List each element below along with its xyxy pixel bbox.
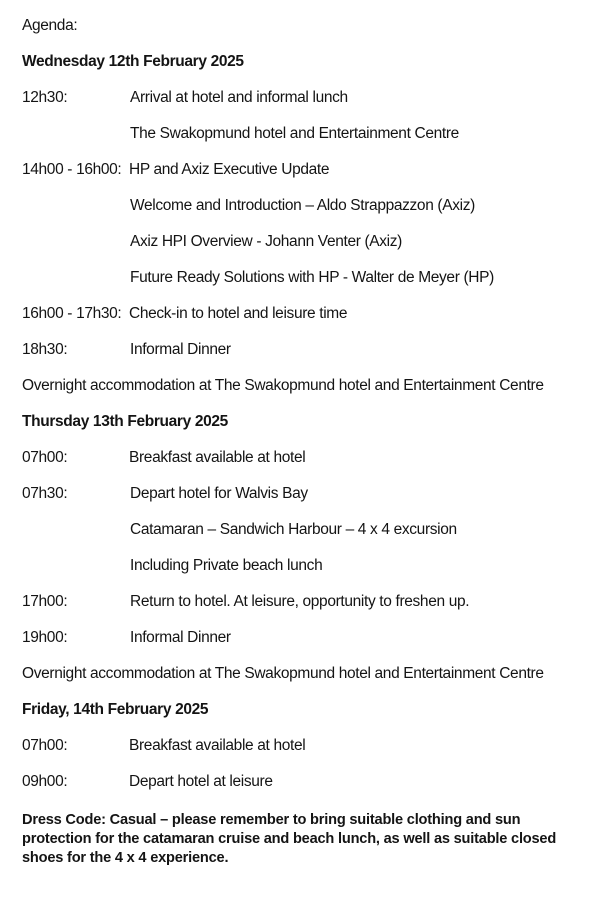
item-description: Breakfast available at hotel: [129, 737, 306, 754]
item-time: 17h00:: [22, 593, 68, 610]
day-heading-friday: Friday, 14th February 2025: [22, 701, 209, 718]
item-description: Including Private beach lunch: [130, 557, 323, 574]
item-time: 07h30:: [22, 485, 68, 502]
item-description: Informal Dinner: [130, 341, 231, 358]
item-description: Depart hotel for Walvis Bay: [130, 485, 308, 502]
item-description: Return to hotel. At leisure, opportunity to freshen up.: [130, 593, 470, 610]
item-description: Arrival at hotel and informal lunch: [130, 89, 348, 106]
item-time: 07h00:: [22, 737, 68, 754]
item-time: 09h00:: [22, 773, 68, 790]
day-heading-wednesday: Wednesday 12th February 2025: [22, 53, 244, 70]
item-description: Future Ready Solutions with HP - Walter de Meyer (HP): [130, 269, 494, 286]
dress-code-note: Dress Code: Casual – please remember to bring suitable clothing and sun protection for the catamaran cruise and beach lunch, as well as suitable closed shoes for the 4 x 4 experience.: [22, 812, 557, 866]
item-description: The Swakopmund hotel and Entertainment Centre: [130, 125, 459, 142]
overnight-note: Overnight accommodation at The Swakopmund hotel and Entertainment Centre: [22, 665, 544, 682]
item-time: 07h00:: [22, 449, 68, 466]
item-time: 18h30:: [22, 341, 68, 358]
item-description: Welcome and Introduction – Aldo Strappazzon (Axiz): [130, 197, 475, 214]
item-time: 16h00 - 17h30:: [22, 305, 122, 322]
day-heading-thursday: Thursday 13th February 2025: [22, 413, 228, 430]
overnight-note: Overnight accommodation at The Swakopmund hotel and Entertainment Centre: [22, 377, 544, 394]
item-time: 14h00 - 16h00:: [22, 161, 122, 178]
item-description: Axiz HPI Overview - Johann Venter (Axiz): [130, 233, 402, 250]
agenda-label: Agenda:: [22, 17, 78, 34]
item-description: HP and Axiz Executive Update: [129, 161, 330, 178]
item-time: 12h30:: [22, 89, 68, 106]
item-description: Depart hotel at leisure: [129, 773, 273, 790]
item-description: Breakfast available at hotel: [129, 449, 306, 466]
item-description: Check-in to hotel and leisure time: [129, 305, 348, 322]
item-time: 19h00:: [22, 629, 68, 646]
item-description: Informal Dinner: [130, 629, 231, 646]
item-description: Catamaran – Sandwich Harbour – 4 x 4 excursion: [130, 521, 457, 538]
